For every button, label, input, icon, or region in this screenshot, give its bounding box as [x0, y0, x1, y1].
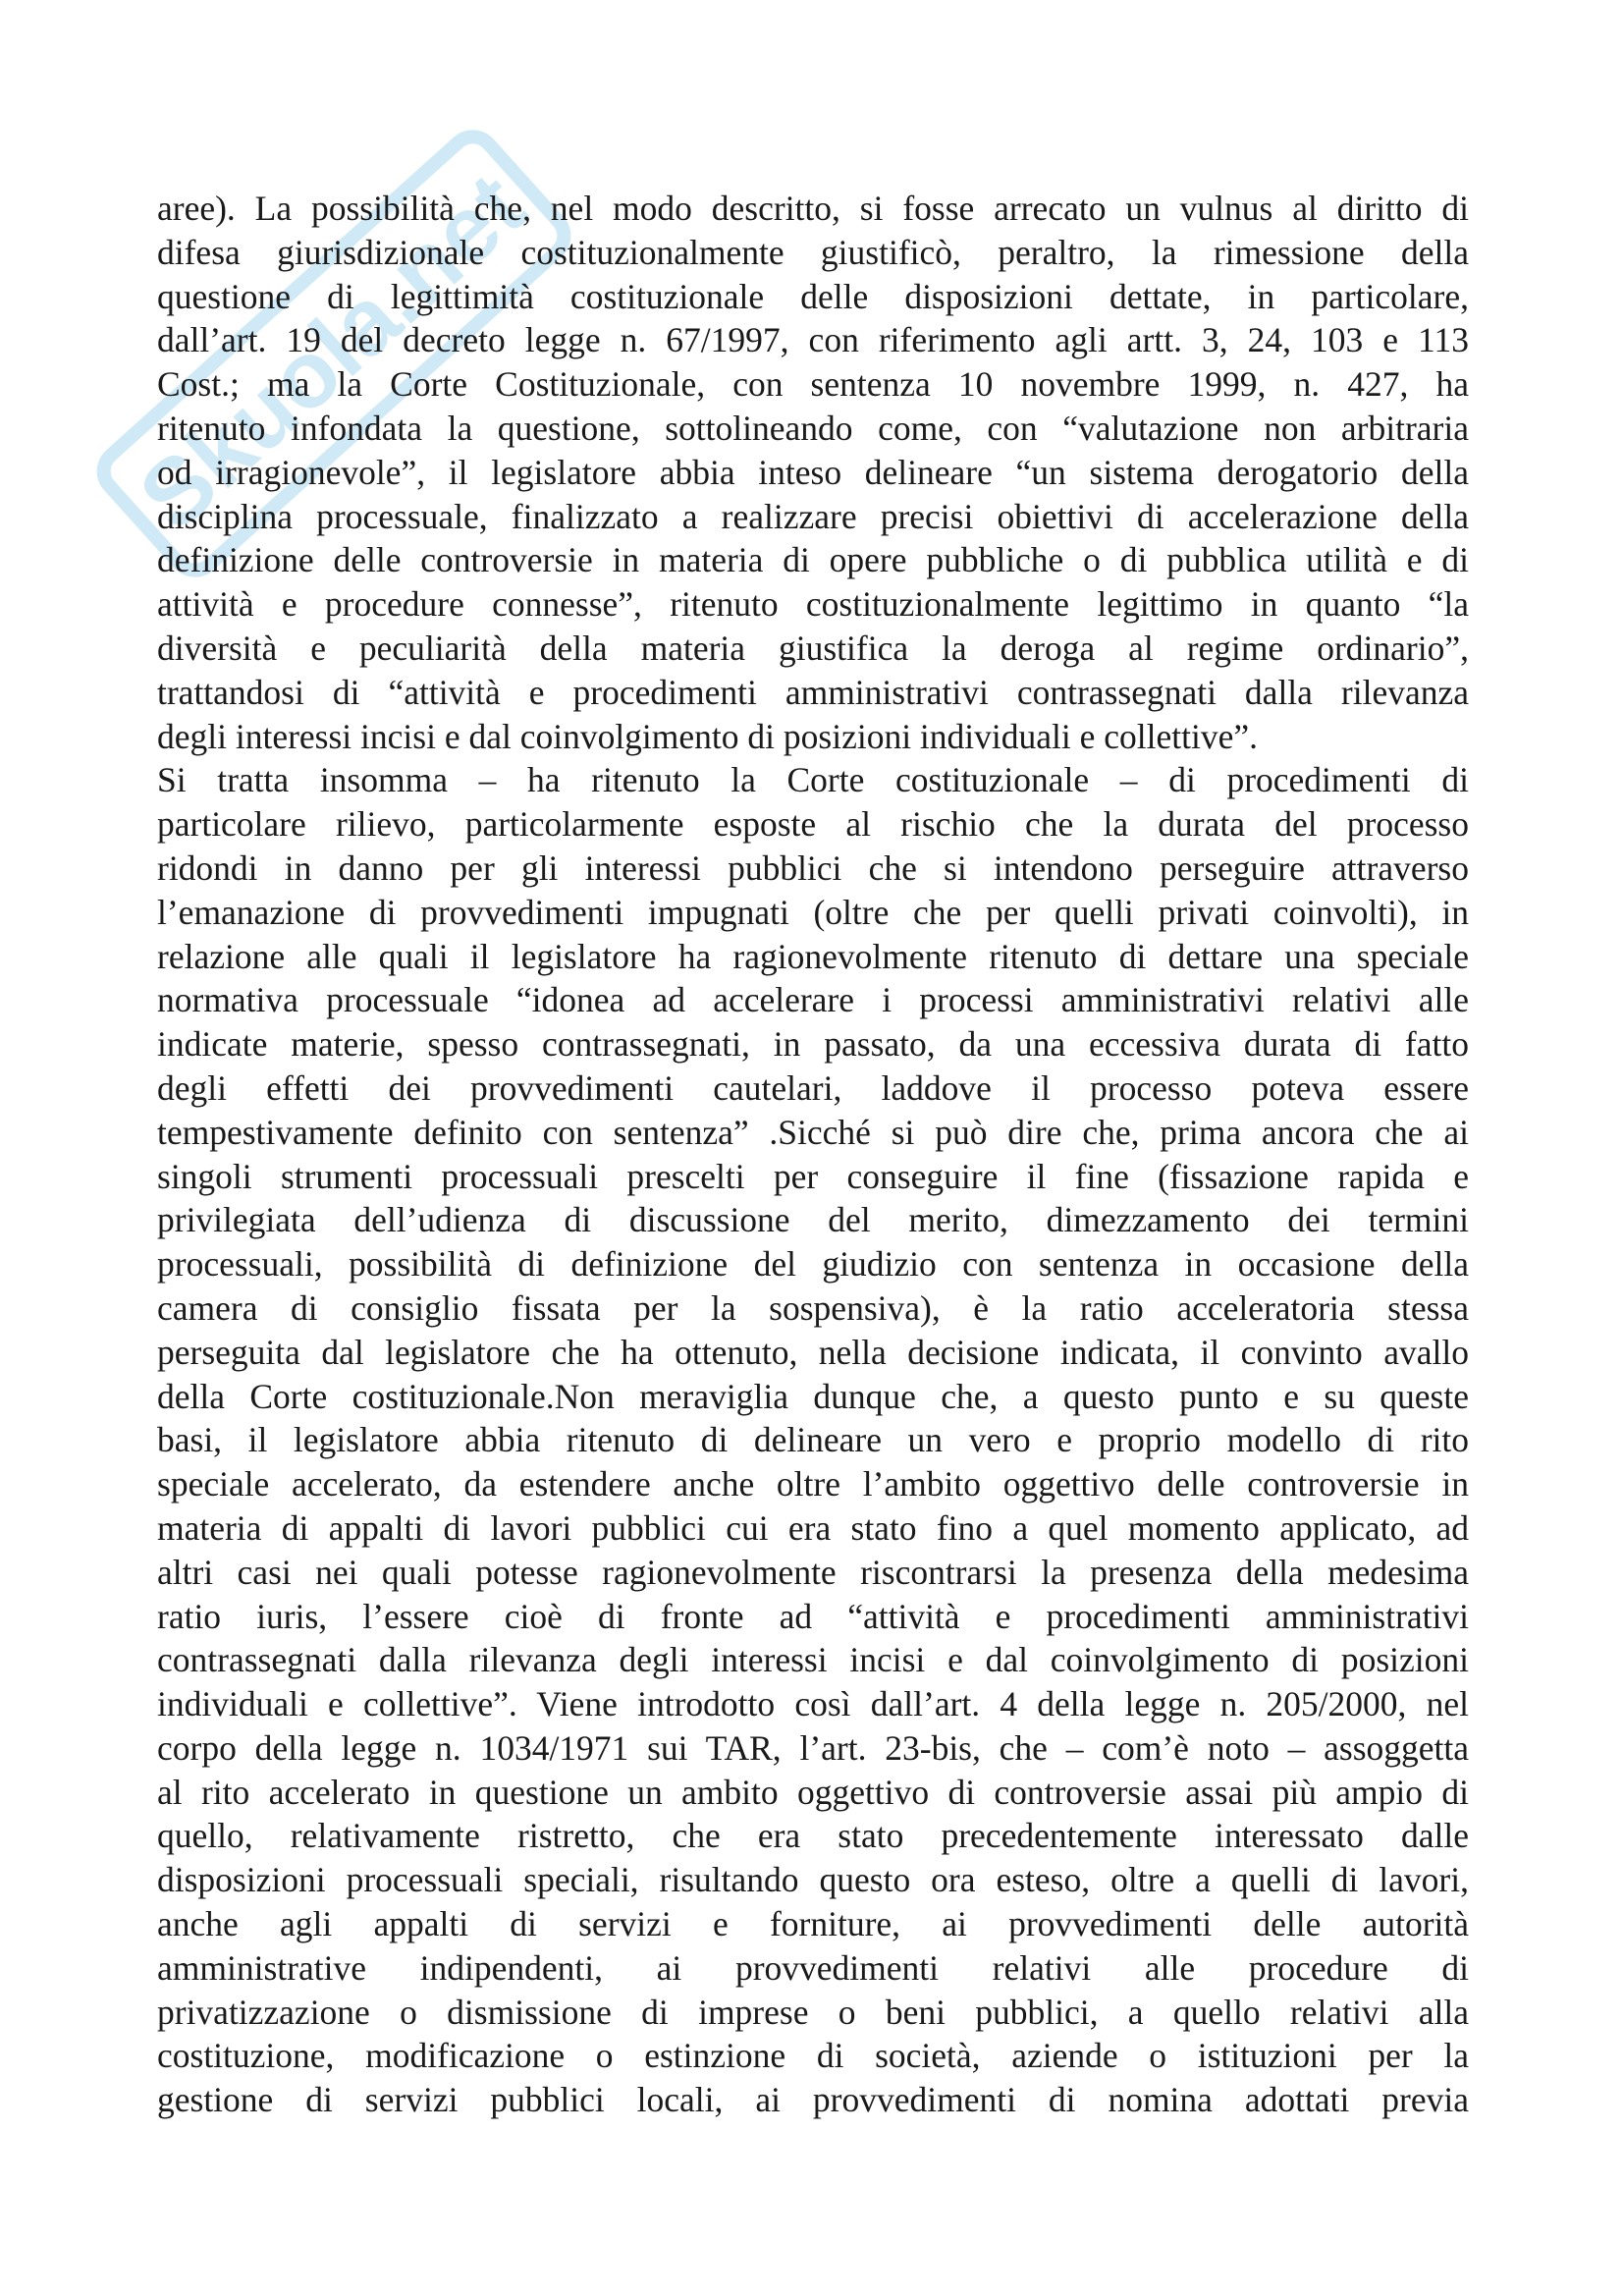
- text-line: anche agli appalti di servizi e forniture, ai provvedimenti delle autorità: [157, 1904, 1469, 1944]
- text-line: materia di appalti di lavori pubblici cui era stato fino a quel momento applicato, ad: [157, 1507, 1469, 1548]
- text-line: Cost.; ma la Corte Costituzionale, con sentenza 10 novembre 1999, n. 427, ha: [157, 364, 1469, 405]
- text-line: relazione alle quali il legislatore ha ragionevolmente ritenuto di dettare una speciale: [157, 936, 1469, 976]
- text-line: Si tratta insomma – ha ritenuto la Corte costituzionale – di procedimenti di: [157, 760, 1469, 800]
- text-line: camera di consiglio fissata per la sospensiva), è la ratio acceleratoria stessa: [157, 1287, 1469, 1328]
- text-line: diversità e peculiarità della materia giustifica la deroga al regime ordinario”,: [157, 628, 1469, 668]
- body-text: [157, 187, 1469, 2122]
- text-line: questione di legittimità costituzionale delle disposizioni dettate, in particolare,: [157, 276, 1469, 316]
- text-line: ritenuto infondata la questione, sottolineando come, con “valutazione non arbitraria: [157, 408, 1469, 448]
- text-line: aree). La possibilità che, nel modo descritto, si fosse arrecato un vulnus al diritto di: [157, 189, 1469, 228]
- text-line: ridondi in danno per gli interessi pubblici che si intendono perseguire attraverso: [157, 847, 1469, 888]
- text-line: altri casi nei quali potesse ragionevolmente riscontrarsi la presenza della medesima: [157, 1552, 1469, 1592]
- text-line: definizione delle controversie in materia di opere pubbliche o di pubblica utilità e di: [157, 540, 1469, 580]
- text-line: trattandosi di “attività e procedimenti amministrativi contrassegnati dalla rilevanza: [157, 672, 1469, 712]
- text-line: attività e procedure connesse”, ritenuto costituzionalmente legittimo in quanto “la: [157, 584, 1469, 625]
- text-line: particolare rilievo, particolarmente esposte al rischio che la durata del processo: [157, 804, 1469, 845]
- text-line: degli interessi incisi e dal coinvolgimento di posizioni individuali e collettive”.: [157, 716, 1258, 756]
- text-line: l’emanazione di provvedimenti impugnati (oltre che per quelli privati coinvolti), in: [157, 892, 1469, 932]
- text-line: disciplina processuale, finalizzato a realizzare precisi obiettivi di accelerazione della: [157, 496, 1469, 536]
- text-line: speciale accelerato, da estendere anche oltre l’ambito oggettivo delle controversie in: [157, 1464, 1469, 1504]
- text-line: tempestivamente definito con sentenza” .Sicché si può dire che, prima ancora che ai: [157, 1112, 1469, 1152]
- text-line: od irragionevole”, il legislatore abbia inteso delineare “un sistema derogatorio della: [157, 452, 1469, 492]
- text-line: perseguita dal legislatore che ha ottenuto, nella decisione indicata, il convinto avallo: [157, 1332, 1469, 1372]
- text-line: contrassegnati dalla rilevanza degli interessi incisi e dal coinvolgimento di posizioni: [157, 1640, 1469, 1680]
- text-line: privilegiata dell’udienza di discussione del merito, dimezzamento dei termini: [157, 1200, 1469, 1240]
- text-line: della Corte costituzionale.Non meraviglia dunque che, a questo punto e su queste: [157, 1376, 1469, 1416]
- text-line: gestione di servizi pubblici locali, ai provvedimenti di nomina adottati previa: [157, 2080, 1469, 2120]
- text-line: amministrative indipendenti, ai provvedimenti relativi alle procedure di: [157, 1947, 1469, 1988]
- text-line: costituzione, modificazione o estinzione di società, aziende o istituzioni per la: [157, 2036, 1469, 2076]
- text-line: privatizzazione o dismissione di imprese o beni pubblici, a quello relativi alla: [157, 1992, 1469, 2032]
- text-line: quello, relativamente ristretto, che era stato precedentemente interessato dalle: [157, 1816, 1469, 1856]
- text-line: processuali, possibilità di definizione del giudizio con sentenza in occasione della: [157, 1244, 1469, 1285]
- text-line: normativa processuale “idonea ad accelerare i processi amministrativi relativi alle: [157, 980, 1469, 1020]
- text-line: dall’art. 19 del decreto legge n. 67/1997, con riferimento agli artt. 3, 24, 103 e 113: [157, 320, 1469, 360]
- text-line: singoli strumenti processuali prescelti per conseguire il fine (fissazione rapida e: [157, 1156, 1469, 1196]
- text-line: individuali e collettive”. Viene introdotto così dall’art. 4 della legge n. 205/2000, nel: [157, 1684, 1469, 1724]
- text-line: difesa giurisdizionale costituzionalmente giustificò, peraltro, la rimessione della: [157, 232, 1469, 272]
- text-line: ratio iuris, l’essere cioè di fronte ad “attività e procedimenti amministrativi: [157, 1596, 1469, 1636]
- text-line: degli effetti dei provvedimenti cautelari, laddove il processo poteva essere: [157, 1067, 1469, 1108]
- text-line: disposizioni processuali speciali, risultando questo ora esteso, oltre a quelli di lavori,: [157, 1860, 1469, 1900]
- text-line: basi, il legislatore abbia ritenuto di delineare un vero e proprio modello di rito: [157, 1420, 1469, 1460]
- watermark-text: Skuola.net: [120, 152, 545, 551]
- text-line: corpo della legge n. 1034/1971 sui TAR, l’art. 23-bis, che – com’è noto – assoggetta: [157, 1727, 1469, 1768]
- text-line: al rito accelerato in questione un ambito oggettivo di controversie assai più ampio di: [157, 1772, 1469, 1812]
- text-line: indicate materie, spesso contrassegnati, in passato, da una eccessiva durata di fatto: [157, 1024, 1469, 1065]
